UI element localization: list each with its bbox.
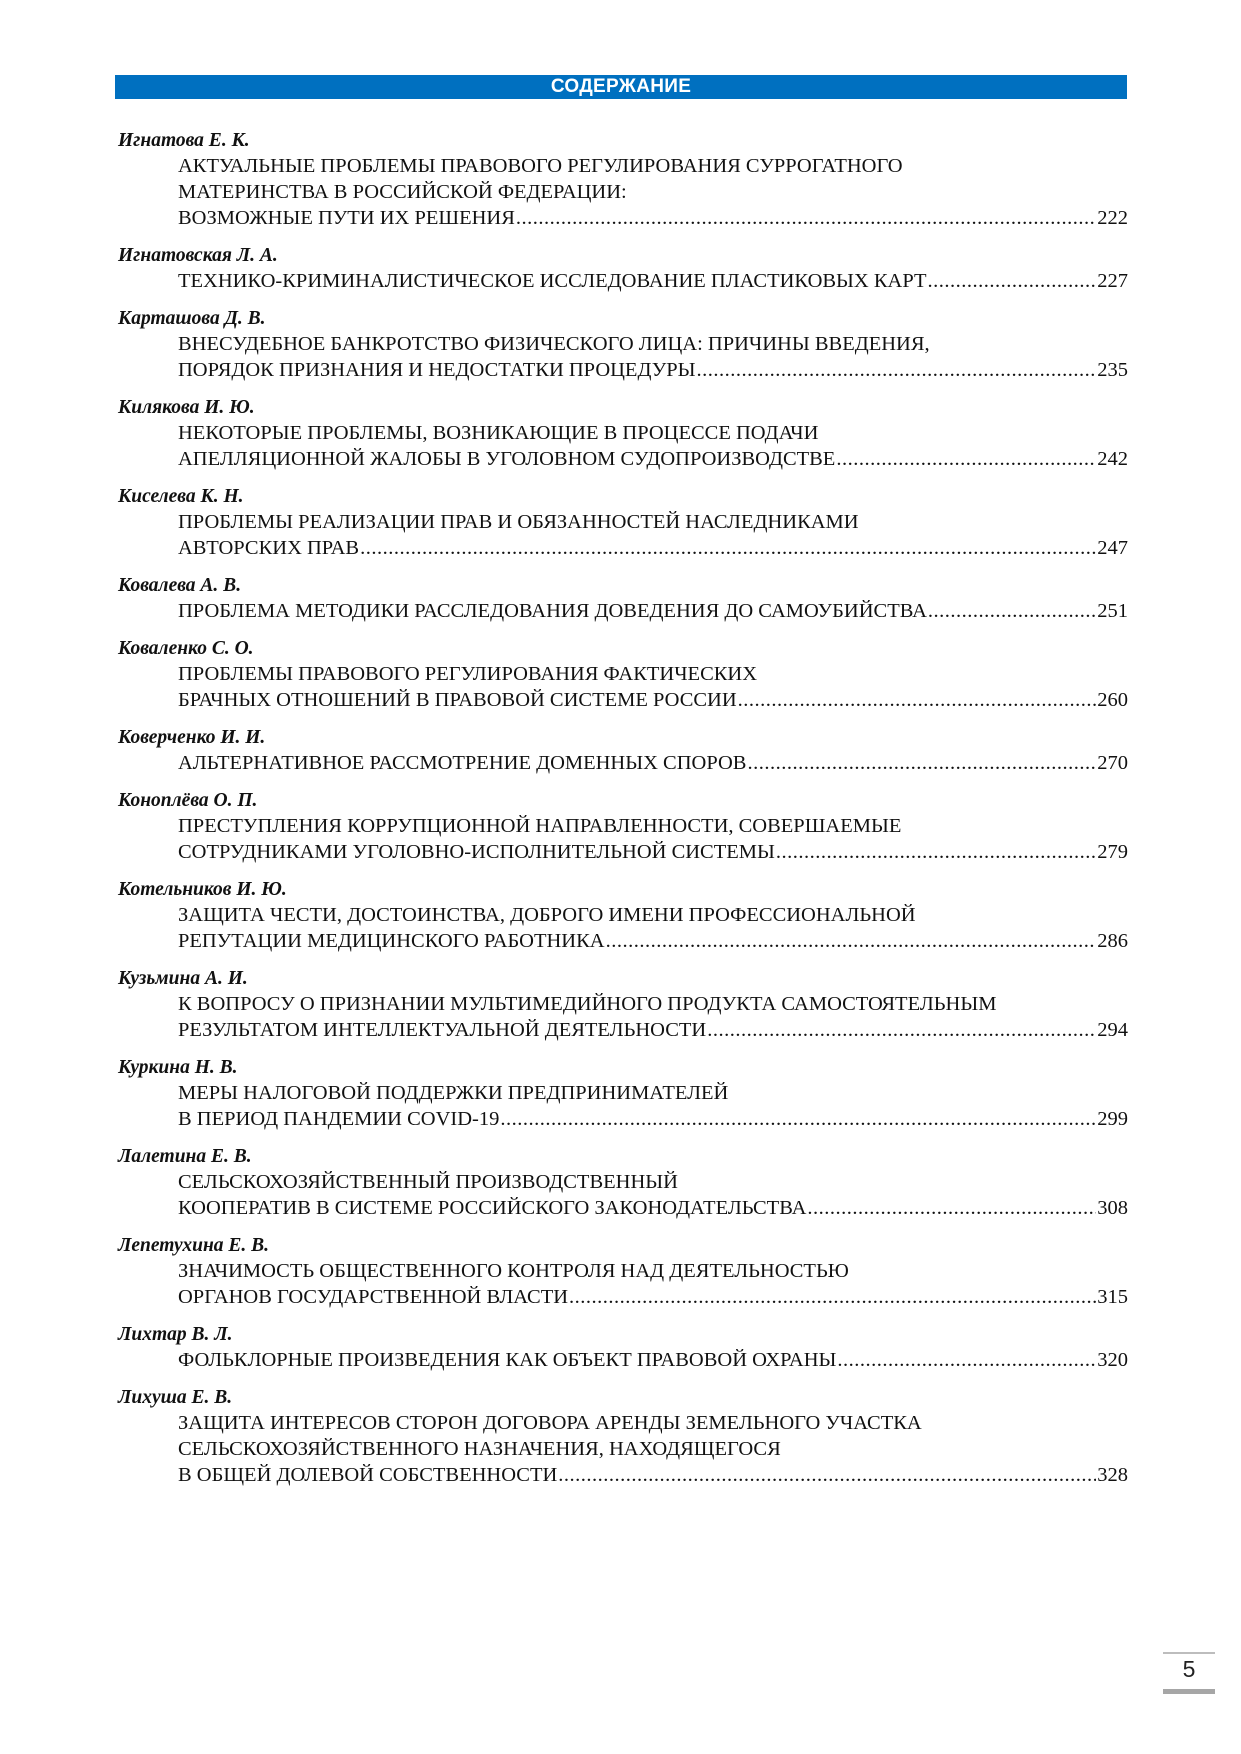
entry-page-number: 315 (1097, 1286, 1128, 1308)
dot-leader (606, 928, 1097, 954)
entry-page-number: 270 (1097, 752, 1128, 774)
entry-page-number: 227 (1097, 270, 1128, 292)
entry-title-line: В ПЕРИОД ПАНДЕМИИ COVID-19 (178, 1108, 500, 1130)
entry-author: Котельников И. Ю. (118, 879, 287, 900)
entry-title-line: ВНЕСУДЕБНОЕ БАНКРОТСТВО ФИЗИЧЕСКОГО ЛИЦА: ПРИЧИНЫ ВВЕДЕНИЯ, (178, 333, 930, 355)
entry-author: Лалетина Е. В. (118, 1146, 252, 1167)
entry-title-line: КООПЕРАТИВ В СИСТЕМЕ РОССИЙСКОГО ЗАКОНОДАТЕЛЬСТВА (178, 1197, 807, 1219)
page-number: 5 (1182, 1656, 1196, 1682)
toc-entry (118, 788, 1128, 865)
dot-leader (707, 1017, 1096, 1043)
entry-last-line (118, 268, 1128, 294)
entry-author: Карташова Д. В. (118, 308, 266, 329)
toc-entry (118, 1322, 1128, 1373)
entry-last-line (118, 1347, 1128, 1373)
entry-last-line (118, 205, 1128, 231)
entry-title-line: ФОЛЬКЛОРНЫЕ ПРОИЗВЕДЕНИЯ КАК ОБЪЕКТ ПРАВОВОЙ ОХРАНЫ (178, 1349, 837, 1371)
entry-author: Лихтар В. Л. (118, 1324, 233, 1345)
entry-title-line: БРАЧНЫХ ОТНОШЕНИЙ В ПРАВОВОЙ СИСТЕМЕ РОССИИ (178, 689, 737, 711)
entry-title-line: НЕКОТОРЫЕ ПРОБЛЕМЫ, ВОЗНИКАЮЩИЕ В ПРОЦЕССЕ ПОДАЧИ (178, 422, 819, 444)
entry-page-number: 247 (1097, 537, 1128, 559)
entry-title-line: СЕЛЬСКОХОЗЯЙСТВЕННОГО НАЗНАЧЕНИЯ, НАХОДЯЩЕГОСЯ (178, 1438, 781, 1460)
entry-title-line: СОТРУДНИКАМИ УГОЛОВНО-ИСПОЛНИТЕЛЬНОЙ СИСТЕМЫ (178, 841, 775, 863)
entry-last-line (118, 446, 1128, 472)
toc-entry (118, 725, 1128, 776)
toc-entry (118, 877, 1128, 954)
entry-title-line: ЗНАЧИМОСТЬ ОБЩЕСТВЕННОГО КОНТРОЛЯ НАД ДЕЯТЕЛЬНОСТЬЮ (178, 1260, 849, 1282)
entry-author: Коверченко И. И. (118, 727, 266, 748)
entry-last-line (118, 928, 1128, 954)
entry-title-line: ПРОБЛЕМЫ РЕАЛИЗАЦИИ ПРАВ И ОБЯЗАННОСТЕЙ НАСЛЕДНИКАМИ (178, 511, 859, 533)
entry-title-line: К ВОПРОСУ О ПРИЗНАНИИ МУЛЬТИМЕДИЙНОГО ПРОДУКТА САМОСТОЯТЕЛЬНЫМ (178, 993, 997, 1015)
toc-entry (118, 243, 1128, 294)
entry-last-line (118, 1462, 1128, 1488)
entry-title-line: АВТОРСКИХ ПРАВ (178, 537, 360, 559)
entry-page-number: 299 (1097, 1108, 1128, 1130)
entry-title-line: ПРОБЛЕМА МЕТОДИКИ РАССЛЕДОВАНИЯ ДОВЕДЕНИЯ ДО САМОУБИЙСТВА (178, 600, 927, 622)
entry-author: Игнатовская Л. А. (118, 245, 278, 266)
entry-last-line (118, 535, 1128, 561)
entry-last-line (118, 750, 1128, 776)
dot-leader (776, 839, 1096, 865)
dot-leader (500, 1106, 1096, 1132)
contents-heading: СОДЕРЖАНИЕ (550, 76, 692, 97)
entry-page-number: 222 (1097, 207, 1128, 229)
dot-leader (516, 205, 1096, 231)
toc-entry (118, 966, 1128, 1043)
dot-leader (928, 598, 1096, 624)
entry-page-number: 279 (1097, 841, 1128, 863)
toc-entry (118, 395, 1128, 472)
entry-last-line (118, 357, 1128, 383)
entry-author: Киселева К. Н. (118, 486, 244, 507)
entry-page-number: 320 (1097, 1349, 1128, 1371)
toc-entry (118, 306, 1128, 383)
table-of-contents (118, 128, 1128, 1500)
entry-page-number: 242 (1097, 448, 1128, 470)
entry-last-line (118, 598, 1128, 624)
entry-title-line: ЗАЩИТА ЧЕСТИ, ДОСТОИНСТВА, ДОБРОГО ИМЕНИ ПРОФЕССИОНАЛЬНОЙ (178, 904, 916, 926)
entry-title-line: ПРОБЛЕМЫ ПРАВОВОГО РЕГУЛИРОВАНИЯ ФАКТИЧЕСКИХ (178, 663, 758, 685)
dot-leader (569, 1284, 1096, 1310)
dot-leader (697, 357, 1097, 383)
entry-title-line: ПОРЯДОК ПРИЗНАНИЯ И НЕДОСТАТКИ ПРОЦЕДУРЫ (178, 359, 696, 381)
toc-entry (118, 1385, 1128, 1488)
toc-entry (118, 573, 1128, 624)
toc-entry (118, 636, 1128, 713)
entry-title-line: МЕРЫ НАЛОГОВОЙ ПОДДЕРЖКИ ПРЕДПРИНИМАТЕЛЕЙ (178, 1082, 729, 1104)
entry-page-number: 286 (1097, 930, 1128, 952)
entry-page-number: 260 (1097, 689, 1128, 711)
dot-leader (738, 687, 1097, 713)
entry-last-line (118, 1017, 1128, 1043)
dot-leader (836, 446, 1096, 472)
entry-title-line: ТЕХНИКО-КРИМИНАЛИСТИЧЕСКОЕ ИССЛЕДОВАНИЕ ПЛАСТИКОВЫХ КАРТ (178, 270, 927, 292)
entry-page-number: 235 (1097, 359, 1128, 381)
entry-title-line: МАТЕРИНСТВА В РОССИЙСКОЙ ФЕДЕРАЦИИ: (178, 181, 627, 203)
toc-entry (118, 1233, 1128, 1310)
entry-last-line (118, 1106, 1128, 1132)
toc-entry (118, 1144, 1128, 1221)
entry-last-line (118, 687, 1128, 713)
entry-title-line: РЕПУТАЦИИ МЕДИЦИНСКОГО РАБОТНИКА (178, 930, 605, 952)
entry-last-line (118, 1195, 1128, 1221)
page-number-bottom-rule (1163, 1689, 1215, 1694)
dot-leader (558, 1462, 1096, 1488)
entry-page-number: 294 (1097, 1019, 1128, 1041)
entry-last-line (118, 839, 1128, 865)
entry-title-line: ОРГАНОВ ГОСУДАРСТВЕННОЙ ВЛАСТИ (178, 1286, 569, 1308)
entry-page-number: 251 (1097, 600, 1128, 622)
entry-title-line: РЕЗУЛЬТАТОМ ИНТЕЛЛЕКТУАЛЬНОЙ ДЕЯТЕЛЬНОСТИ (178, 1019, 707, 1041)
entry-title-line: АЛЬТЕРНАТИВНОЕ РАССМОТРЕНИЕ ДОМЕННЫХ СПОРОВ (178, 752, 747, 774)
entry-author: Коноплёва О. П. (118, 790, 258, 811)
entry-title-line: СЕЛЬСКОХОЗЯЙСТВЕННЫЙ ПРОИЗВОДСТВЕННЫЙ (178, 1171, 678, 1193)
toc-entry (118, 1055, 1128, 1132)
entry-author: Куркина Н. В. (118, 1057, 238, 1078)
entry-author: Кузьмина А. И. (118, 968, 248, 989)
entry-author: Килякова И. Ю. (118, 397, 255, 418)
entry-page-number: 328 (1097, 1464, 1128, 1486)
entry-title-line: АПЕЛЛЯЦИОННОЙ ЖАЛОБЫ В УГОЛОВНОМ СУДОПРОИЗВОДСТВЕ (178, 448, 836, 470)
entry-author: Коваленко С. О. (118, 638, 254, 659)
entry-title-line: ЗАЩИТА ИНТЕРЕСОВ СТОРОН ДОГОВОРА АРЕНДЫ ЗЕМЕЛЬНОГО УЧАСТКА (178, 1412, 922, 1434)
toc-entry (118, 484, 1128, 561)
entry-title-line: АКТУАЛЬНЫЕ ПРОБЛЕМЫ ПРАВОВОГО РЕГУЛИРОВАНИЯ СУРРОГАТНОГО (178, 155, 903, 177)
dot-leader (360, 535, 1096, 561)
entry-author: Лихуша Е. В. (118, 1387, 233, 1408)
entry-title-line: ПРЕСТУПЛЕНИЯ КОРРУПЦИОННОЙ НАПРАВЛЕННОСТИ, СОВЕРШАЕМЫЕ (178, 815, 902, 837)
dot-leader (837, 1347, 1096, 1373)
entry-author: Игнатова Е. К. (118, 130, 250, 151)
entry-author: Лепетухина Е. В. (118, 1235, 270, 1256)
toc-entry (118, 128, 1128, 231)
entry-title-line: В ОБЩЕЙ ДОЛЕВОЙ СОБСТВЕННОСТИ (178, 1464, 558, 1486)
contents-header-bar (115, 75, 1127, 99)
entry-last-line (118, 1284, 1128, 1310)
page-number-top-rule (1163, 1652, 1215, 1654)
entry-page-number: 308 (1097, 1197, 1128, 1219)
dot-leader (747, 750, 1096, 776)
dot-leader (807, 1195, 1096, 1221)
entry-title-line: ВОЗМОЖНЫЕ ПУТИ ИХ РЕШЕНИЯ (178, 207, 515, 229)
dot-leader (928, 268, 1097, 294)
entry-author: Ковалева А. В. (118, 575, 242, 596)
